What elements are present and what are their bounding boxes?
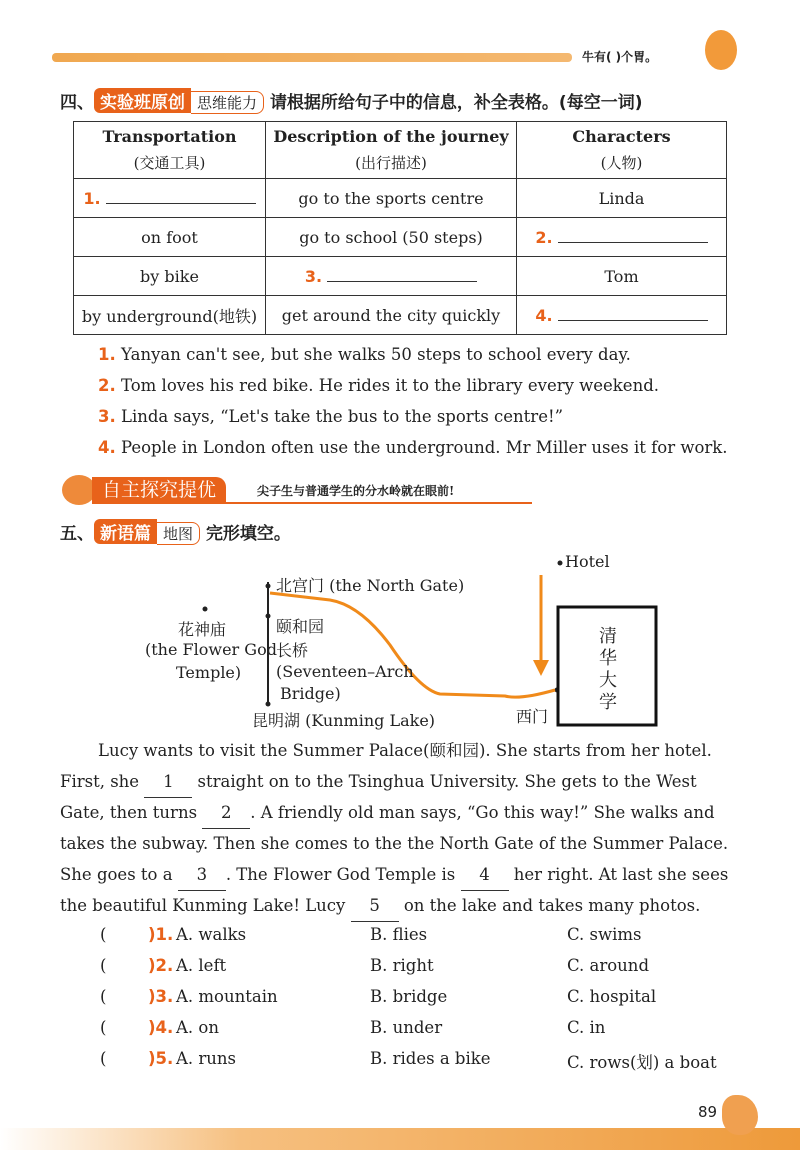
option-a[interactable]: A. mountain [176,987,278,1006]
map-label-temple-en: (the Flower God [145,640,277,659]
col-header: Characters (人物) [517,122,727,179]
section-instruction: 请根据所给句子中的信息，补全表格。(每空一词) [269,93,643,113]
option-b[interactable]: B. right [370,956,434,975]
passage-line: the beautiful Kunming Lake! Lucy 5 on the lake and takes many photos. [60,890,750,922]
option-a[interactable]: A. walks [176,925,247,944]
map-label-hotel: Hotel [565,552,610,571]
passage-line: She goes to a 3 . The Flower God Temple is 4 her right. At last she sees [60,859,750,891]
passage-line: Gate, then turns 2 . A friendly old man says, “Go this way!” She walks and [60,797,750,829]
answer-bracket[interactable]: ( [100,1018,107,1037]
map-label-temple: 花神庙 [178,620,227,639]
section-subtag: 思维能力 [191,91,264,114]
map-label-west-gate: 西门 [516,707,549,726]
banner-title: 自主探究提优 [92,477,226,503]
banner-slogan: 尖子生与普通学生的分水岭就在眼前! [257,484,455,498]
table-row: 1. go to the sports centre Linda [74,179,727,218]
arrow-head-icon [533,660,549,676]
question-number: )3. [148,987,174,1006]
question-number: )2. [148,956,174,975]
blank-cell[interactable]: 4. [517,296,727,335]
hotel-dot [558,561,563,566]
sentence: 1. Yanyan can't see, but she walks 50 steps to school every day. [98,345,631,364]
passage-line: Lucy wants to visit the Summer Palace(颐和园). She starts from her hotel. [98,741,712,760]
option-b[interactable]: B. under [370,1018,443,1037]
gap-5[interactable]: 5 [351,890,399,922]
answer-bracket[interactable]: ( [100,1049,107,1068]
route-path [270,593,555,697]
option-b[interactable]: B. flies [370,925,428,944]
gap-1[interactable]: 1 [144,766,192,798]
col-header: Description of the journey (出行描述) [266,122,517,179]
option-c[interactable]: C. in [567,1018,606,1037]
gap-4[interactable]: 4 [461,859,509,891]
table-row: by underground(地铁) get around the city quickly 4. [74,296,727,335]
option-c[interactable]: C. swims [567,925,642,944]
map-label-summer-palace: 颐和园 [276,617,325,636]
map-label-bridge-en: Bridge) [280,684,341,703]
map-label-temple-en: Temple) [176,663,242,682]
map-label-university: 清华大学 [599,626,617,713]
option-c[interactable]: C. rows(划) a boat [567,1053,717,1072]
blank-cell[interactable]: 2. [517,218,727,257]
blank-cell[interactable]: 3. [266,257,517,296]
option-a[interactable]: A. left [176,956,227,975]
answer-bracket[interactable]: ( [100,925,107,944]
answer-bracket[interactable]: ( [100,956,107,975]
gap-2[interactable]: 2 [202,797,250,829]
dolphin-icon [722,1095,758,1135]
page-number: 89 [698,1103,718,1121]
passage-line: takes the subway. Then she comes to the the North Gate of the Summer Palace. [60,834,729,853]
table-row: on foot go to school (50 steps) 2. [74,218,727,257]
gap-3[interactable]: 3 [178,859,226,891]
col-header: Transportation (交通工具) [74,122,266,179]
question-number: )1. [148,925,174,944]
temple-dot [203,607,208,612]
map-label-bridge-en: (Seventeen–Arch [276,662,414,681]
table-row: by bike 3. Tom [74,257,727,296]
header-riddle: 牛有( )个胃。 [582,50,658,64]
map-label-bridge: 长桥 [276,641,309,660]
footer-bar [0,1128,800,1150]
option-a[interactable]: A. on [176,1018,219,1037]
question-number: )5. [148,1049,174,1068]
sentence: 3. Linda says, “Let's take the bus to the sports centre!” [98,407,564,426]
option-c[interactable]: C. hospital [567,987,657,1006]
option-b[interactable]: B. rides a bike [370,1049,491,1068]
option-b[interactable]: B. bridge [370,987,448,1006]
section-number: 四、 [60,93,94,113]
sentence: 2. Tom loves his red bike. He rides it to the library every weekend. [98,376,660,395]
map-label-lake: 昆明湖 (Kunming Lake) [252,711,436,730]
section5-heading: 五、 新语篇 地图 完形填空。 [60,519,291,545]
answer-bracket[interactable]: ( [100,987,107,1006]
blank-cell[interactable]: 1. [74,179,266,218]
option-a[interactable]: A. runs [176,1049,237,1068]
option-c[interactable]: C. around [567,956,650,975]
sentence: 4. People in London often use the underground. Mr Miller uses it for work. [98,438,728,457]
passage-line: First, she 1 straight on to the Tsinghua University. She gets to the West [60,766,750,798]
map-label-north-gate: 北宫门 (the North Gate) [276,576,465,595]
question-number: )4. [148,1018,174,1037]
section-tag: 实验班原创 [94,88,191,113]
